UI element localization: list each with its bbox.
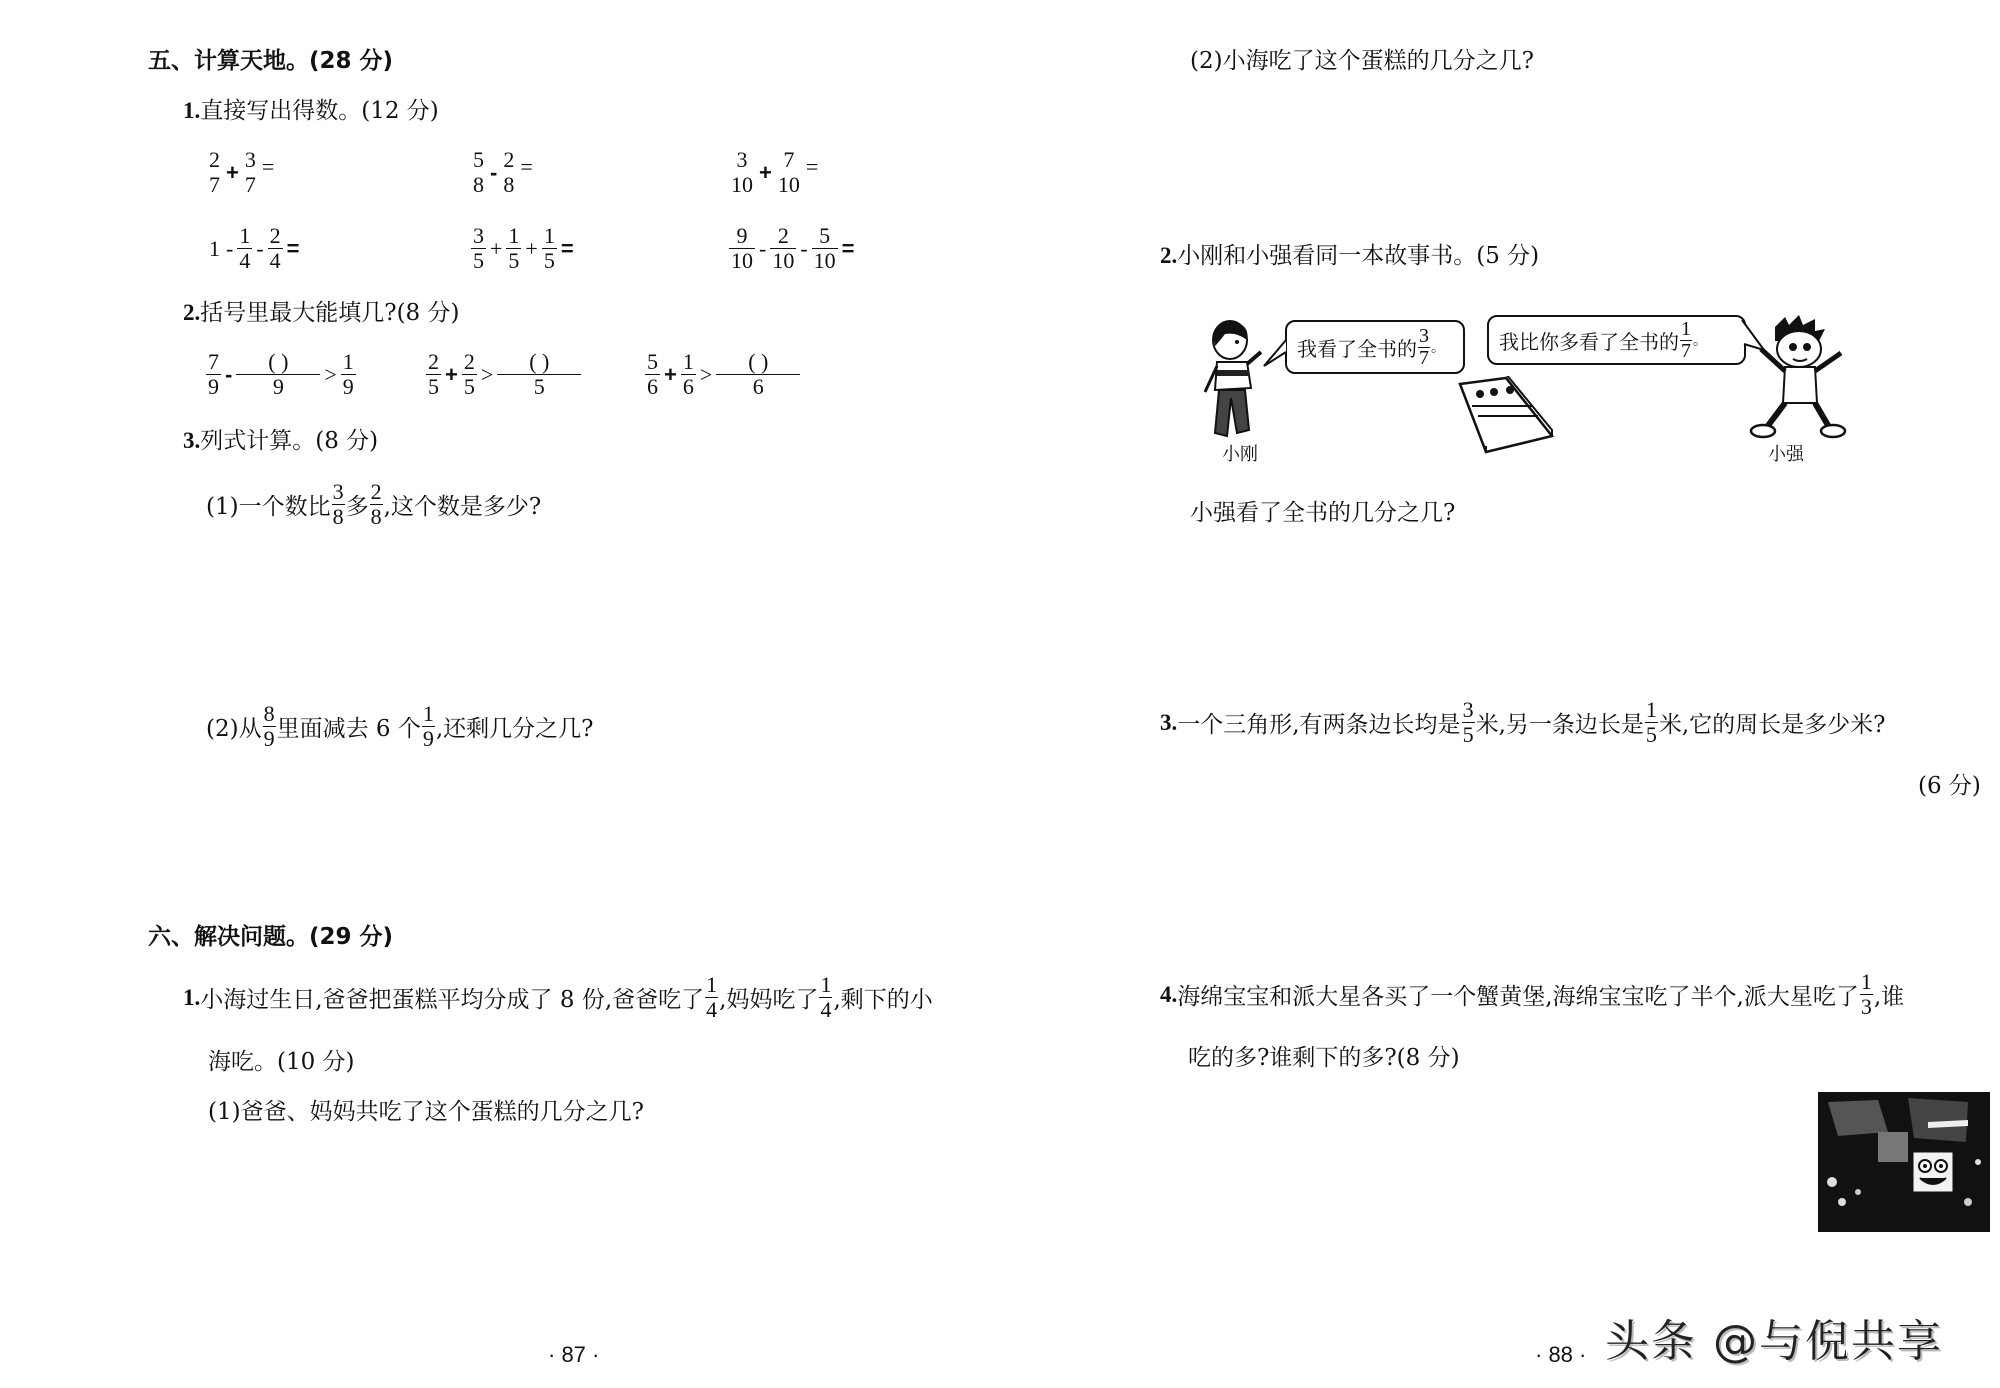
question-number: 3. xyxy=(183,428,201,453)
section-6-q1-sub2: (2)小海吃了这个蛋糕的几分之几? xyxy=(1190,48,1534,74)
speech-bubble-tail-left xyxy=(1262,338,1288,368)
section-6-title: 六、解决问题。(29 分) xyxy=(148,924,394,950)
question-number: 2. xyxy=(183,300,201,325)
calc-row1-b: 5 8 - 2 8 = xyxy=(473,147,533,197)
boy-xiaogang-illustration xyxy=(1195,318,1270,448)
question-text: 列式计算。(8 分) xyxy=(200,428,379,454)
spongebob-photo xyxy=(1818,1092,1990,1232)
right-q2-question: 小强看了全书的几分之几? xyxy=(1190,500,1456,526)
section-6-q1: 1. 小海过生日,爸爸把蛋糕平均分成了 8 份,爸爸吃了 $\frac{1}{4}$ ,妈妈吃了 $\frac{1}{4}$ ,剩下的小 xyxy=(183,972,933,1022)
storybook-illustration xyxy=(1458,376,1558,456)
page-number-left: · 87 · xyxy=(548,1342,600,1367)
speech-bubble-left: 我看了全书的 $\frac{3}{7}$ 。 xyxy=(1285,320,1465,374)
section-6-q1-sub1: (1)爸爸、妈妈共吃了这个蛋糕的几分之几? xyxy=(208,1099,644,1125)
right-q4: 4. 海绵宝宝和派大星各买了一个蟹黄堡,海绵宝宝吃了半个,派大星吃了 $\frac{1}{3}$ ,谁 xyxy=(1160,969,1905,1019)
label-xiaoqiang: 小强 xyxy=(1768,444,1804,465)
calc-row2-a: 1 - $\frac{1}{4}$ - $\frac{2}{4}$ = xyxy=(209,223,300,273)
calc-row2-b: $\frac{3}{5}$ + $\frac{1}{5}$ + $\frac{1}{5}$ = xyxy=(473,223,574,273)
watermark: 头条 @与倪共享 xyxy=(1605,1316,1943,1367)
right-q2-heading xyxy=(1160,241,1539,271)
calc-row1-a: 2 7 + 3 7 = xyxy=(209,147,275,197)
section-6-q1-line2: 海吃。(10 分) xyxy=(208,1049,355,1075)
question-number: 1. xyxy=(183,98,201,123)
section-5-q3-heading xyxy=(183,426,378,456)
right-q4-line2: 吃的多?谁剩下的多?(8 分) xyxy=(1188,1045,1460,1071)
fill-blank-c: $\frac{5}{6}$ + $\frac{1}{6}$ > $\frac{( )}{6}$ xyxy=(644,350,801,399)
boy-xiaoqiang-illustration xyxy=(1745,315,1855,445)
calc-row1-c: 3 10 + 7 10 = xyxy=(731,147,819,197)
page-number-right: · 88 · xyxy=(1535,1342,1587,1367)
speech-bubble-right: 我比你多看了全书的 $\frac{1}{7}$ 。 xyxy=(1487,315,1746,365)
label-xiaogang: 小刚 xyxy=(1222,444,1258,465)
question-text: 直接写出得数。(12 分) xyxy=(200,98,439,124)
fill-blank-a: $\frac{7}{9}$ - $\frac{( )}{9}$ > $\frac{1}{9}$ xyxy=(208,349,354,399)
right-q3: 3. 一个三角形,有两条边长均是 $\frac{3}{5}$ 米,另一条边长是 $\frac{1}{5}$ 米,它的周长是多少米? xyxy=(1160,697,1886,747)
question-number: 2. xyxy=(1160,243,1178,268)
section-5-q1-heading xyxy=(183,96,439,126)
question-text: 小刚和小强看同一本故事书。(5 分) xyxy=(1177,243,1540,269)
q3-part2: (2)从 $\frac{8}{9}$ 里面减去 6 个 $\frac{1}{9}$ ,还剩几分之几? xyxy=(206,701,594,751)
q3-part1: (1)一个数比 $\frac{3}{8}$ 多 $\frac{2}{8}$ ,这个数是多少? xyxy=(206,479,542,529)
answer-blank[interactable]: ( ) xyxy=(268,349,289,374)
answer-blank[interactable]: ( ) xyxy=(748,349,769,374)
fill-blank-b: $\frac{2}{5}$ + $\frac{2}{5}$ > $\frac{( )}{5}$ xyxy=(425,350,582,399)
section-5-q2-heading xyxy=(183,298,459,328)
calc-row2-c: $\frac{9}{10}$ - $\frac{2}{10}$ - $\frac{5}{10}$ = xyxy=(731,223,855,273)
answer-blank[interactable]: ( ) xyxy=(529,349,550,374)
section-5-title: 五、计算天地。(28 分) xyxy=(148,48,394,74)
right-q3-score: (6 分) xyxy=(1918,773,1981,799)
question-text: 括号里最大能填几?(8 分) xyxy=(200,300,460,326)
